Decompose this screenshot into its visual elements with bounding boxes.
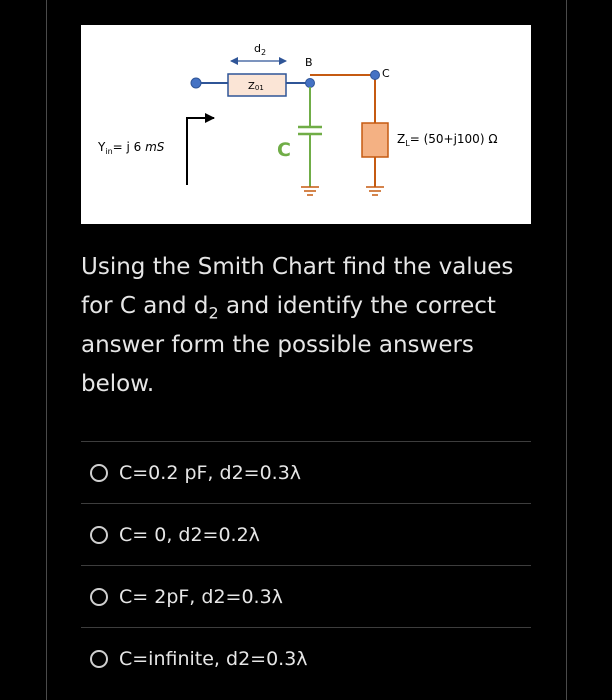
radio-button-2[interactable] [90, 526, 108, 544]
answer-option-4-label: C=infinite, d2=0.3λ [119, 647, 308, 670]
radio-button-1[interactable] [90, 464, 108, 482]
node-c-label: C [382, 67, 390, 80]
input-admittance-label: $Y_{in}= j$ 6 mS [98, 140, 165, 156]
circuit-diagram [81, 25, 531, 224]
capacitor-label: C [277, 139, 291, 161]
input-admittance-arrow [187, 118, 214, 185]
question-text [81, 248, 531, 404]
radio-button-3[interactable] [90, 588, 108, 606]
answer-option-3-label: C= 2pF, d2=0.3λ [119, 585, 283, 608]
answer-options [81, 441, 531, 689]
node-b-terminal [306, 79, 315, 88]
answer-option-2-label: C= 0, d2=0.2λ [119, 523, 260, 546]
answer-option-2[interactable] [81, 504, 531, 565]
question-line-2-sub: 2 [208, 303, 219, 323]
question-line-2b: and identify the correct [218, 293, 496, 319]
input-terminal [191, 78, 201, 88]
answer-option-4[interactable] [81, 628, 531, 689]
z01-label: Z01 [248, 81, 264, 92]
left-frame-line [46, 0, 47, 700]
answer-option-3[interactable] [81, 566, 531, 627]
node-c-terminal [371, 71, 380, 80]
node-b-label: B [305, 56, 313, 69]
right-frame-line [566, 0, 567, 700]
load-impedance [362, 123, 388, 157]
answer-option-1-label: C=0.2 pF, d2=0.3λ [119, 461, 302, 484]
load-impedance-label: $Z_L= (50+j100)$ Ω [397, 132, 498, 148]
question-line-2a: for C and d [81, 293, 209, 319]
d2-label: $d_2$ [254, 42, 267, 57]
radio-button-4[interactable] [90, 650, 108, 668]
question-line-4: below. [81, 371, 155, 397]
circuit-figure [81, 25, 531, 224]
answer-option-1[interactable] [81, 442, 531, 503]
question-line-1: Using the Smith Chart find the values [81, 254, 514, 280]
question-line-3: answer form the possible answers [81, 332, 474, 358]
